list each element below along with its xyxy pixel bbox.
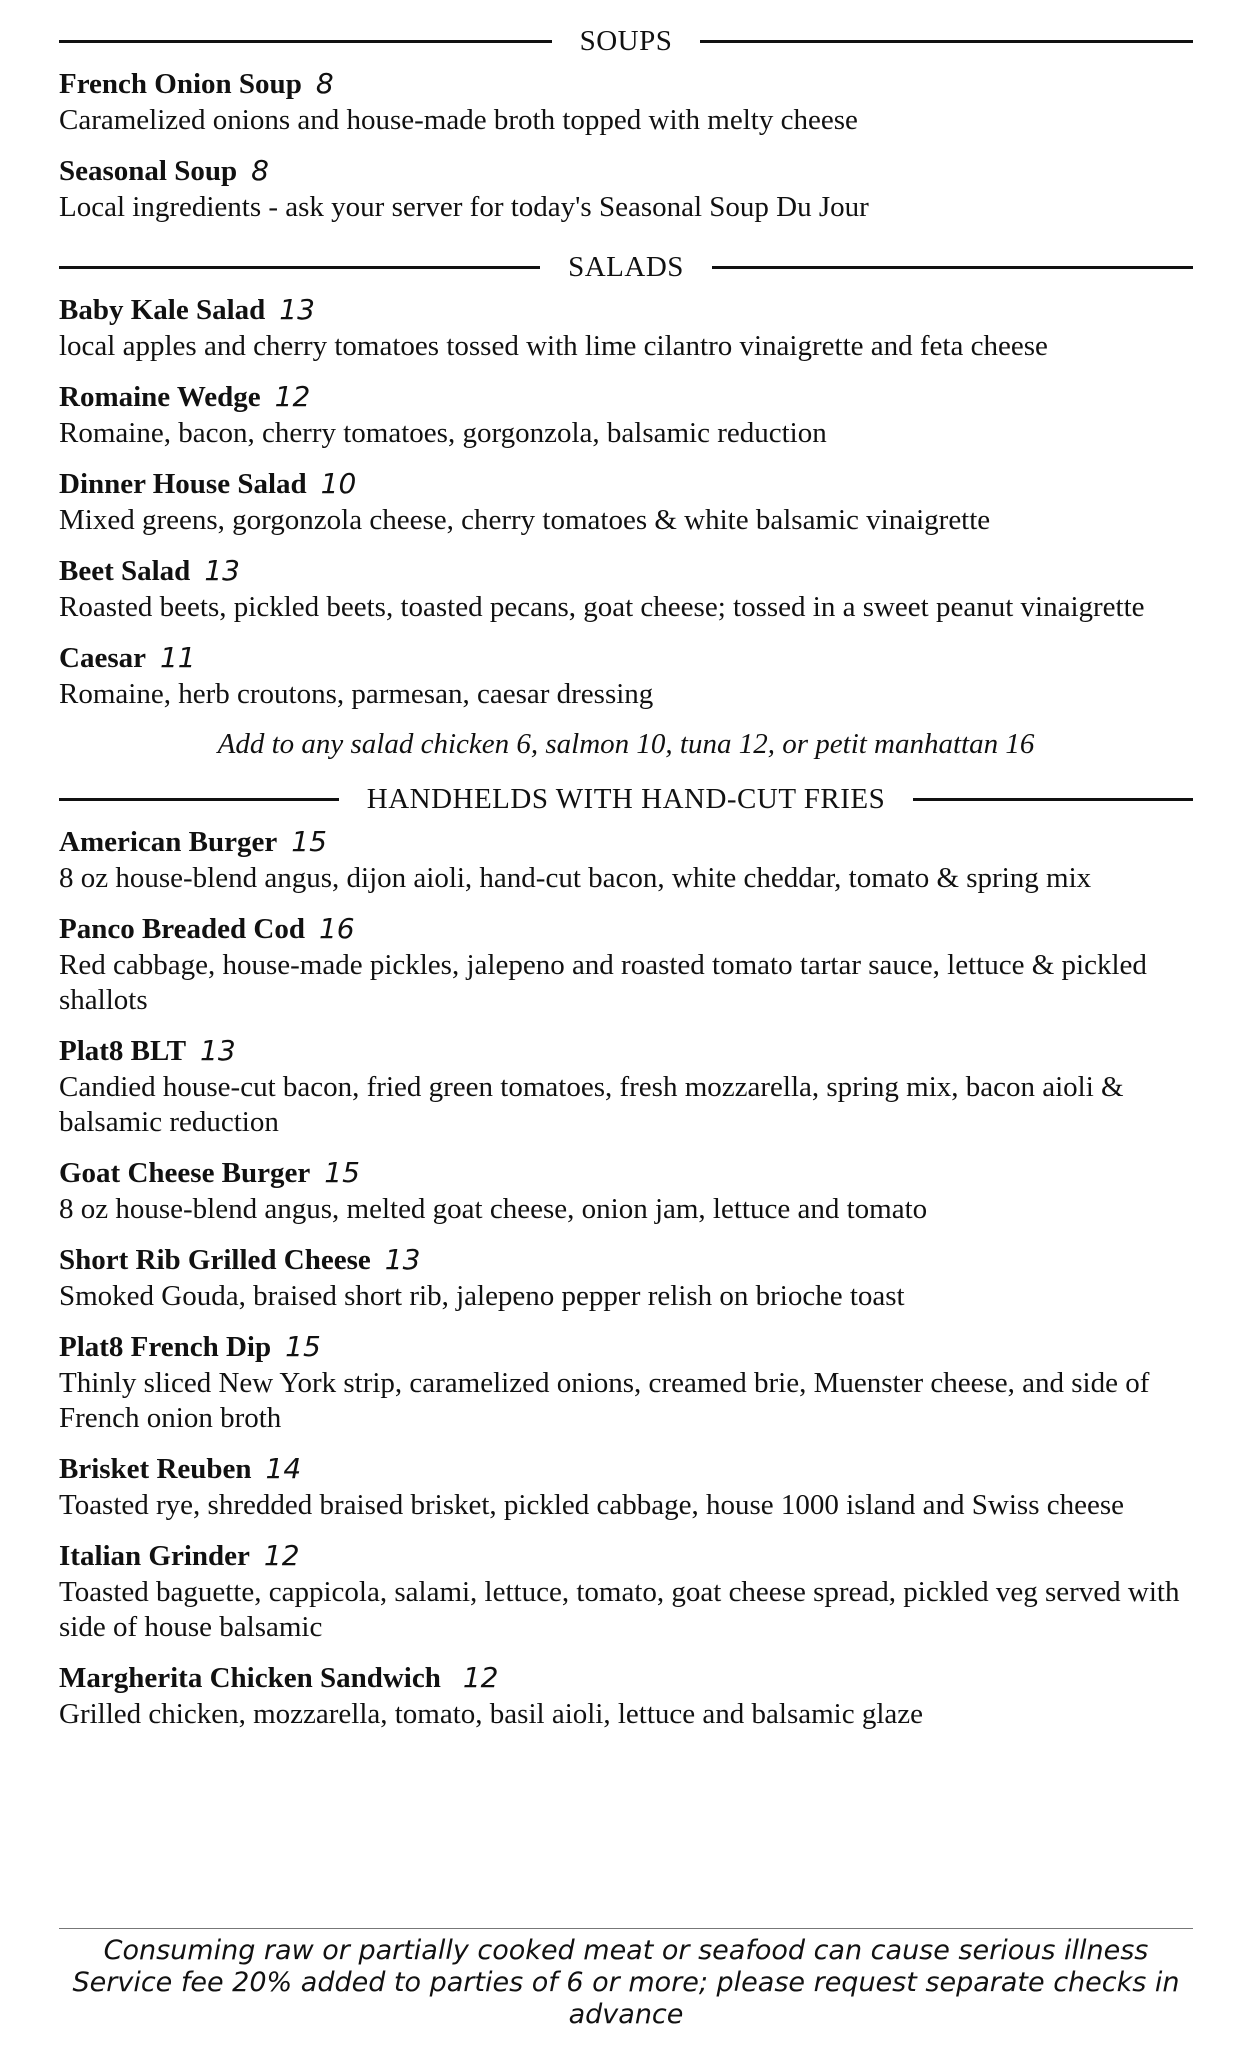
- section-header: [59, 779, 1193, 819]
- item-price: 8: [251, 154, 269, 187]
- section-salads: [59, 247, 1193, 761]
- menu-item: [59, 554, 1193, 625]
- item-description: Romaine, herb croutons, parmesan, caesar dressing: [59, 678, 654, 710]
- item-name: Goat Cheese Burger: [59, 1157, 311, 1189]
- item-name: Italian Grinder: [59, 1540, 250, 1572]
- service-fee-notice: Service fee 20% added to parties of 6 or more; please request separate checks in advance: [72, 1967, 1180, 2030]
- item-price: 15: [291, 825, 327, 858]
- item-name: Margherita Chicken Sandwich: [59, 1662, 441, 1694]
- divider-rule: [59, 798, 339, 801]
- menu-item: [59, 825, 1193, 896]
- menu-item: [59, 1243, 1193, 1314]
- item-price: 13: [279, 293, 315, 326]
- section-header: [59, 247, 1193, 287]
- item-name: American Burger: [59, 826, 278, 858]
- item-name: Beet Salad: [59, 555, 191, 587]
- divider-rule: [712, 266, 1193, 269]
- divider-rule: [59, 266, 540, 269]
- item-description: Thinly sliced New York strip, caramelized onions, creamed brie, Muenster cheese, and side of French onion broth: [59, 1367, 1150, 1434]
- divider-rule: [913, 798, 1193, 801]
- item-description: Caramelized onions and house-made broth topped with melty cheese: [59, 104, 858, 136]
- item-price: 8: [315, 67, 334, 100]
- item-name: Plat8 French Dip: [59, 1331, 272, 1363]
- section-title: SOUPS: [579, 24, 673, 57]
- item-description: local apples and cherry tomatoes tossed with lime cilantro vinaigrette and feta cheese: [59, 330, 1048, 362]
- item-name: Short Rib Grilled Cheese: [59, 1244, 371, 1276]
- menu-item: [59, 293, 1193, 364]
- item-price: 12: [462, 1661, 499, 1694]
- divider-rule: [59, 40, 552, 43]
- menu-item: [59, 154, 1193, 225]
- item-name: Baby Kale Salad: [59, 294, 266, 326]
- item-price: 11: [159, 641, 196, 674]
- item-name: Caesar: [59, 642, 146, 674]
- menu-item: [59, 1034, 1193, 1140]
- item-price: 10: [320, 467, 357, 500]
- menu-page: [59, 0, 1193, 2048]
- item-price: 16: [318, 912, 355, 945]
- item-name: Panco Breaded Cod: [59, 913, 305, 945]
- item-price: 13: [204, 554, 240, 587]
- item-price: 14: [265, 1452, 302, 1485]
- menu-item: [59, 1661, 1193, 1732]
- footer-disclaimer: [59, 1928, 1193, 2031]
- section-title: HANDHELDS WITH HAND-CUT FRIES: [366, 782, 886, 815]
- item-description: Candied house-cut bacon, fried green tomatoes, fresh mozzarella, spring mix, bacon aioli & balsamic reduction: [59, 1071, 1124, 1138]
- divider-rule: [700, 40, 1193, 43]
- section-handhelds: [59, 779, 1193, 1732]
- item-price: 13: [384, 1243, 421, 1276]
- item-description: Smoked Gouda, braised short rib, jalepeno pepper relish on brioche toast: [59, 1280, 905, 1312]
- item-price: 12: [263, 1539, 300, 1572]
- menu-item: [59, 1452, 1193, 1523]
- item-description: Romaine, bacon, cherry tomatoes, gorgonzola, balsamic reduction: [59, 417, 827, 449]
- item-name: Dinner House Salad: [59, 468, 307, 500]
- menu-item: [59, 67, 1193, 138]
- item-description: Toasted baguette, cappicola, salami, lettuce, tomato, goat cheese spread, pickled veg served with side of house balsamic: [59, 1576, 1180, 1643]
- section-soups: [59, 21, 1193, 225]
- menu-item: [59, 641, 1193, 712]
- salad-addon-note: Add to any salad chicken 6, salmon 10, tuna 12, or petit manhattan 16: [217, 728, 1035, 760]
- menu-item: [59, 1330, 1193, 1436]
- item-description: 8 oz house-blend angus, melted goat cheese, onion jam, lettuce and tomato: [59, 1193, 928, 1225]
- menu-item: [59, 380, 1193, 451]
- section-title: SALADS: [568, 250, 684, 283]
- item-price: 13: [200, 1034, 236, 1067]
- item-price: 12: [274, 380, 311, 413]
- item-name: Plat8 BLT: [59, 1035, 187, 1067]
- menu-item: [59, 1156, 1193, 1227]
- item-description: Local ingredients - ask your server for today's Seasonal Soup Du Jour: [59, 191, 869, 223]
- item-description: Mixed greens, gorgonzola cheese, cherry tomatoes & white balsamic vinaigrette: [59, 504, 991, 536]
- menu-item: [59, 467, 1193, 538]
- item-description: 8 oz house-blend angus, dijon aioli, hand-cut bacon, white cheddar, tomato & spring mix: [59, 862, 1092, 894]
- item-price: 15: [324, 1156, 360, 1189]
- item-description: Grilled chicken, mozzarella, tomato, basil aioli, lettuce and balsamic glaze: [59, 1698, 924, 1730]
- section-header: [59, 21, 1193, 61]
- item-description: Roasted beets, pickled beets, toasted pecans, goat cheese; tossed in a sweet peanut vinaigrette: [59, 591, 1145, 623]
- item-name: Seasonal Soup: [59, 155, 238, 187]
- food-safety-notice: Consuming raw or partially cooked meat or seafood can cause serious illness: [103, 1935, 1149, 1966]
- item-name: French Onion Soup: [59, 68, 302, 100]
- menu-item: [59, 1539, 1193, 1645]
- item-description: Toasted rye, shredded braised brisket, pickled cabbage, house 1000 island and Swiss cheese: [59, 1489, 1125, 1521]
- item-name: Romaine Wedge: [59, 381, 261, 413]
- menu-item: [59, 912, 1193, 1018]
- item-price: 15: [285, 1330, 321, 1363]
- item-name: Brisket Reuben: [59, 1453, 252, 1485]
- item-description: Red cabbage, house-made pickles, jalepeno and roasted tomato tartar sauce, lettuce & pickled shallots: [59, 949, 1147, 1016]
